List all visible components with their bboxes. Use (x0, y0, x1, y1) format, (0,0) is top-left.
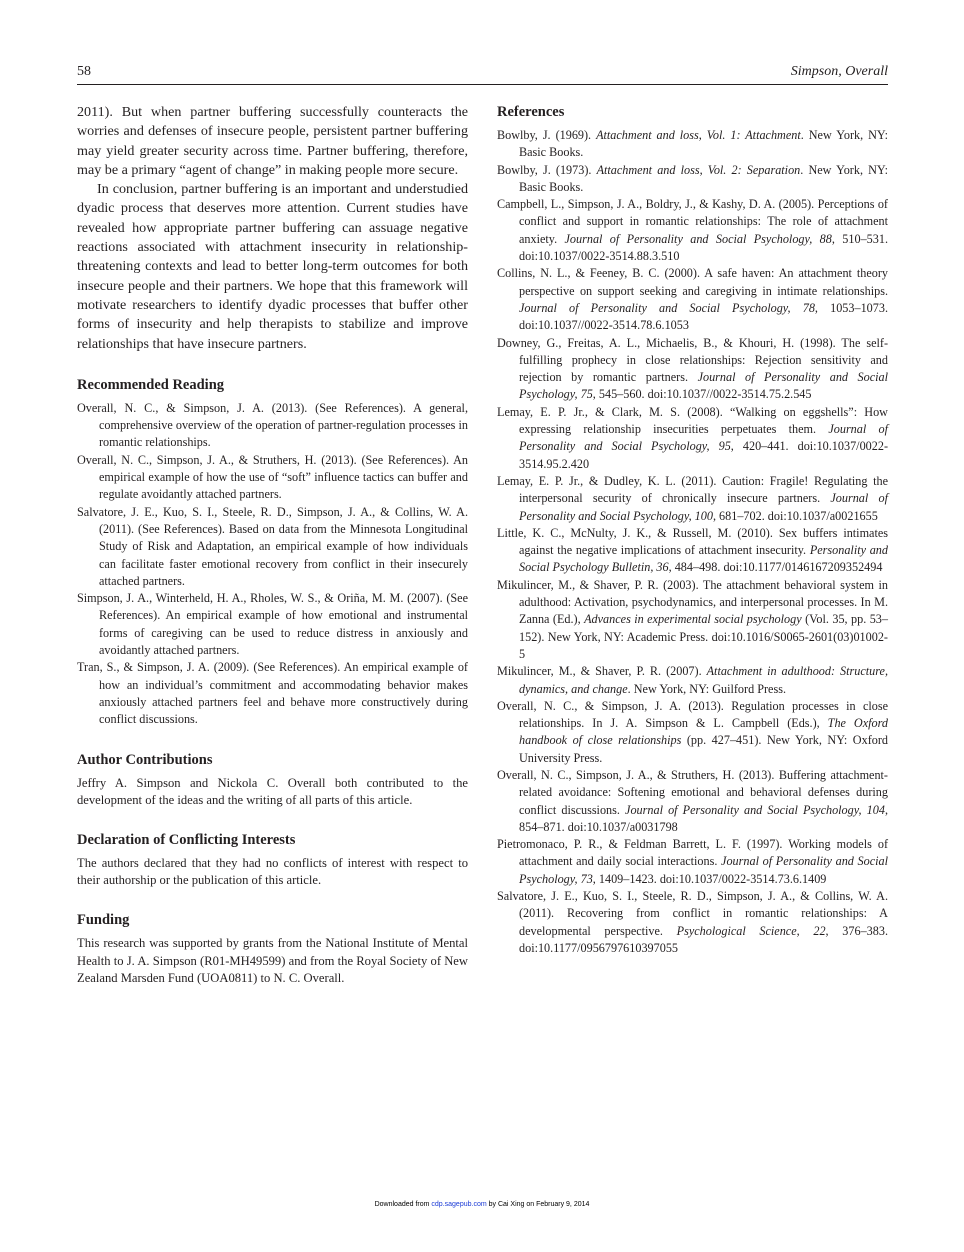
reference-text: Bowlby, J. (1969). (497, 128, 597, 142)
conflicting-interests-text: The authors declared that they had no conflicts of interest with respect to their authorship or the publication of this article. (77, 855, 468, 888)
running-head-authors: Simpson, Overall (790, 64, 888, 79)
reference-text: Overall, N. C., Simpson, J. A., & Struthers, H. (2013). Buffering attachment-related avoidance: Softening emotional and behavioral defenses during conflict discussions. (497, 767, 888, 817)
footer-prefix: Downloaded from (374, 1201, 432, 1208)
reference-text: , 854–871. doi:10.1037/a0031798 (519, 802, 888, 834)
reference-item (497, 767, 888, 836)
running-header (77, 62, 888, 85)
recommended-item: Simpson, J. A., Winterheld, H. A., Rholes, W. S., & Oriña, M. M. (2007). (See References). An empirical example of how emotional and instrumental forms of caregiving can be used to reduce distress in anxiously and avoidantly attached partners. (77, 591, 468, 658)
reference-text: Bowlby, J. (1973). (497, 162, 597, 177)
left-column (77, 103, 468, 987)
reference-italic: Attachment and loss, Vol. 1: Attachment (596, 128, 801, 142)
reference-text: , 1409–1423. doi:10.1037/0022-3514.73.6.1409 (592, 871, 827, 886)
recommended-reading-heading: Recommended Reading (77, 376, 225, 393)
reference-italic: The Oxford handbook of close relationships (519, 716, 888, 748)
reference-text: . New York, NY: Guilford Press. (627, 681, 786, 696)
reference-italic: Journal of Personality and Social Psychology, 88 (564, 231, 832, 246)
conclusion-paragraph: In conclusion, partner buffering is an important and understudied dyadic process that deserves more attention. Current studies have revealed how appropriate partner buffering can assuage negative reactions associated with attachment insecurity in relationship-threatening contexts and lead to better long-term outcomes for both insecure people and their partners. We hope that this framework will motivate researchers to identify dyadic processes that buffer other forms of insecurity and help therapists to stabilize and improve relationships that have insecure partners. (77, 181, 468, 352)
reference-text: . New York, NY: Basic Books. (519, 162, 888, 194)
reference-item (497, 473, 888, 525)
download-footer (0, 1201, 964, 1208)
reference-text: Mikulincer, M., & Shaver, P. R. (2007). (497, 664, 707, 679)
author-contributions-heading: Author Contributions (77, 751, 213, 768)
reference-text: . New York, NY: Basic Books. (519, 128, 888, 160)
recommended-item: Tran, S., & Simpson, J. A. (2009). (See References). An empirical example of how an individual’s commitment and accommodating behavior makes anxiously attached partners feel and behave more constructively during conflict discussions. (77, 660, 468, 727)
reference-item (497, 525, 888, 577)
funding-text: This research was supported by grants from the National Institute of Mental Health to J. A. Simpson (R01-MH49599) and from the Royal Society of New Zealand Marsden Fund (UOA0811) to N. C. Overall. (77, 936, 468, 985)
reference-italic: Journal of Personality and Social Psychology, 100 (519, 491, 888, 523)
reference-text: , 484–498. doi:10.1177/0146167209352494 (668, 560, 883, 575)
reference-item (497, 162, 888, 197)
reference-text: Salvatore, J. E., Kuo, S. I., Steele, R. D., Simpson, J. A., & Collins, W. A. (2011). Recovering from conflict in romantic relationships: A developmental perspective. (497, 889, 888, 938)
reference-item (497, 577, 888, 663)
author-contributions-text: Jeffry A. Simpson and Nickola C. Overall both contributed to the development of the ideas and the writing of all parts of this article. (77, 775, 468, 807)
reference-italic: Personality and Social Psychology Bulletin, 36 (519, 543, 888, 575)
references-heading: References (497, 104, 565, 120)
reference-item (497, 663, 888, 698)
reference-text: , 420–441. doi:10.1037/0022-3514.95.2.420 (519, 439, 888, 471)
reference-item (497, 404, 888, 473)
reference-italic: Journal of Personality and Social Psychology, 78 (519, 300, 815, 315)
reference-text: Little, K. C., McNulty, J. K., & Russell, M. (2010). Sex buffers intimates against the negative implications of attachment insecurity. (497, 525, 888, 558)
reference-text: Mikulincer, M., & Shaver, P. R. (2003). The attachment behavioral system in adulthood: Activation, psychodynamics, and interpersonal processes. In M. Zanna (Ed.), (497, 577, 888, 627)
reference-text: (pp. 427–451). New York, NY: Oxford University Press. (519, 733, 888, 765)
reference-text: Collins, N. L., & Feeney, B. C. (2000). A safe haven: An attachment theory perspective on support seeking and caregiving in intimate relationships. (497, 266, 888, 298)
reference-text: , 681–702. doi:10.1037/a0021655 (712, 508, 878, 523)
reference-text: Pietromonaco, P. R., & Feldman Barrett, L. F. (1997). Working models of attachment and daily social interactions. (497, 837, 888, 869)
reference-text: Overall, N. C., & Simpson, J. A. (2013). Regulation processes in close relationships. In J. A. Simpson & L. Campbell (Eds.), (497, 698, 888, 731)
body-paragraph: 2011). But when partner buffering successfully counteracts the worries and defenses of insecure people, persistent partner buffering may yield greater security across time. Partner buffering, therefore, may be a primary “agent of change” in making people more secure. (77, 104, 468, 178)
recommended-reading-list (77, 400, 468, 729)
reference-italic: Advances in experimental social psychology (584, 612, 802, 627)
reference-list (497, 127, 888, 957)
reference-text: , 376–383. doi:10.1177/0956797610397055 (519, 923, 888, 955)
footer-suffix: by Cai Xing on February 9, 2014 (486, 1201, 590, 1208)
reference-item (497, 127, 888, 162)
reference-text: (Vol. 35, pp. 53–152). New York, NY: Academic Press. doi:10.1016/S0065-2601(03)01002-5 (519, 612, 888, 661)
reference-text: Lemay, E. P. Jr., & Dudley, K. L. (2011). Caution: Fragile! Regulating the interpersonal security of chronically insecure partners. (497, 473, 888, 506)
funding-heading: Funding (77, 912, 130, 929)
reference-text: , 1053–1073. doi:10.1037//0022-3514.78.6.1053 (519, 300, 888, 333)
reference-item (497, 836, 888, 888)
reference-item (497, 888, 888, 957)
reference-italic: Journal of Personality and Social Psychology, 104 (625, 802, 885, 817)
reference-text: , 545–560. doi:10.1037//0022-3514.75.2.545 (592, 387, 812, 402)
recommended-item: Overall, N. C., & Simpson, J. A. (2013). (See References). A general, comprehensive overview of the operation of partner-regulation processes in romantic relationships. (77, 400, 468, 450)
reference-italic: Attachment and loss, Vol. 2: Separation (596, 162, 801, 177)
reference-text: , 510–531. doi:10.1037/0022-3514.88.3.510 (519, 231, 888, 264)
reference-italic: Attachment in adulthood: Structure, dynamics, and change (519, 664, 888, 696)
recommended-item: Salvatore, J. E., Kuo, S. I., Steele, R. D., Simpson, J. A., & Collins, W. A. (2011). (See References). Based on data from the Minnesota Longitudinal Study of Risk and Adaptation, an empirical example of how individuals can facilitate faster emotional recovery from conflict in their insecurely attached partners. (77, 504, 468, 588)
reference-item (497, 698, 888, 767)
reference-text: Campbell, L., Simpson, J. A., Boldry, J., & Kashy, D. A. (2005). Perceptions of conflict and support in romantic relationships: The role of attachment anxiety. (497, 197, 888, 246)
reference-item (497, 196, 888, 265)
reference-italic: Journal of Personality and Social Psychology, 95 (519, 422, 888, 454)
reference-item (497, 335, 888, 404)
reference-italic: Journal of Personality and Social Psychology, 75 (519, 370, 889, 402)
reference-italic: Journal of Personality and Social Psychology, 73 (519, 854, 888, 886)
reference-text: Lemay, E. P. Jr., & Clark, M. S. (2008). “Walking on eggshells”: How expressing relationship insecurities perpetuates them. (497, 404, 888, 437)
reference-item (497, 265, 888, 334)
reference-text: Downey, G., Freitas, A. L., Michaelis, B., & Khouri, H. (1998). The self-fulfilling prophecy in close relationships: Rejection sensitivity and rejection by romantic partners. (497, 335, 888, 385)
page-number: 58 (77, 64, 91, 79)
recommended-item: Overall, N. C., Simpson, J. A., & Struthers, H. (2013). (See References). An empirical example of how the use of “soft” influence tactics can buffer and regulate avoidantly attached partners. (77, 452, 468, 502)
footer-link[interactable]: cdp.sagepub.com (431, 1201, 487, 1208)
reference-italic: Psychological Science, 22 (676, 923, 826, 938)
right-column (497, 103, 888, 957)
conflicting-interests-heading: Declaration of Conflicting Interests (77, 831, 296, 848)
